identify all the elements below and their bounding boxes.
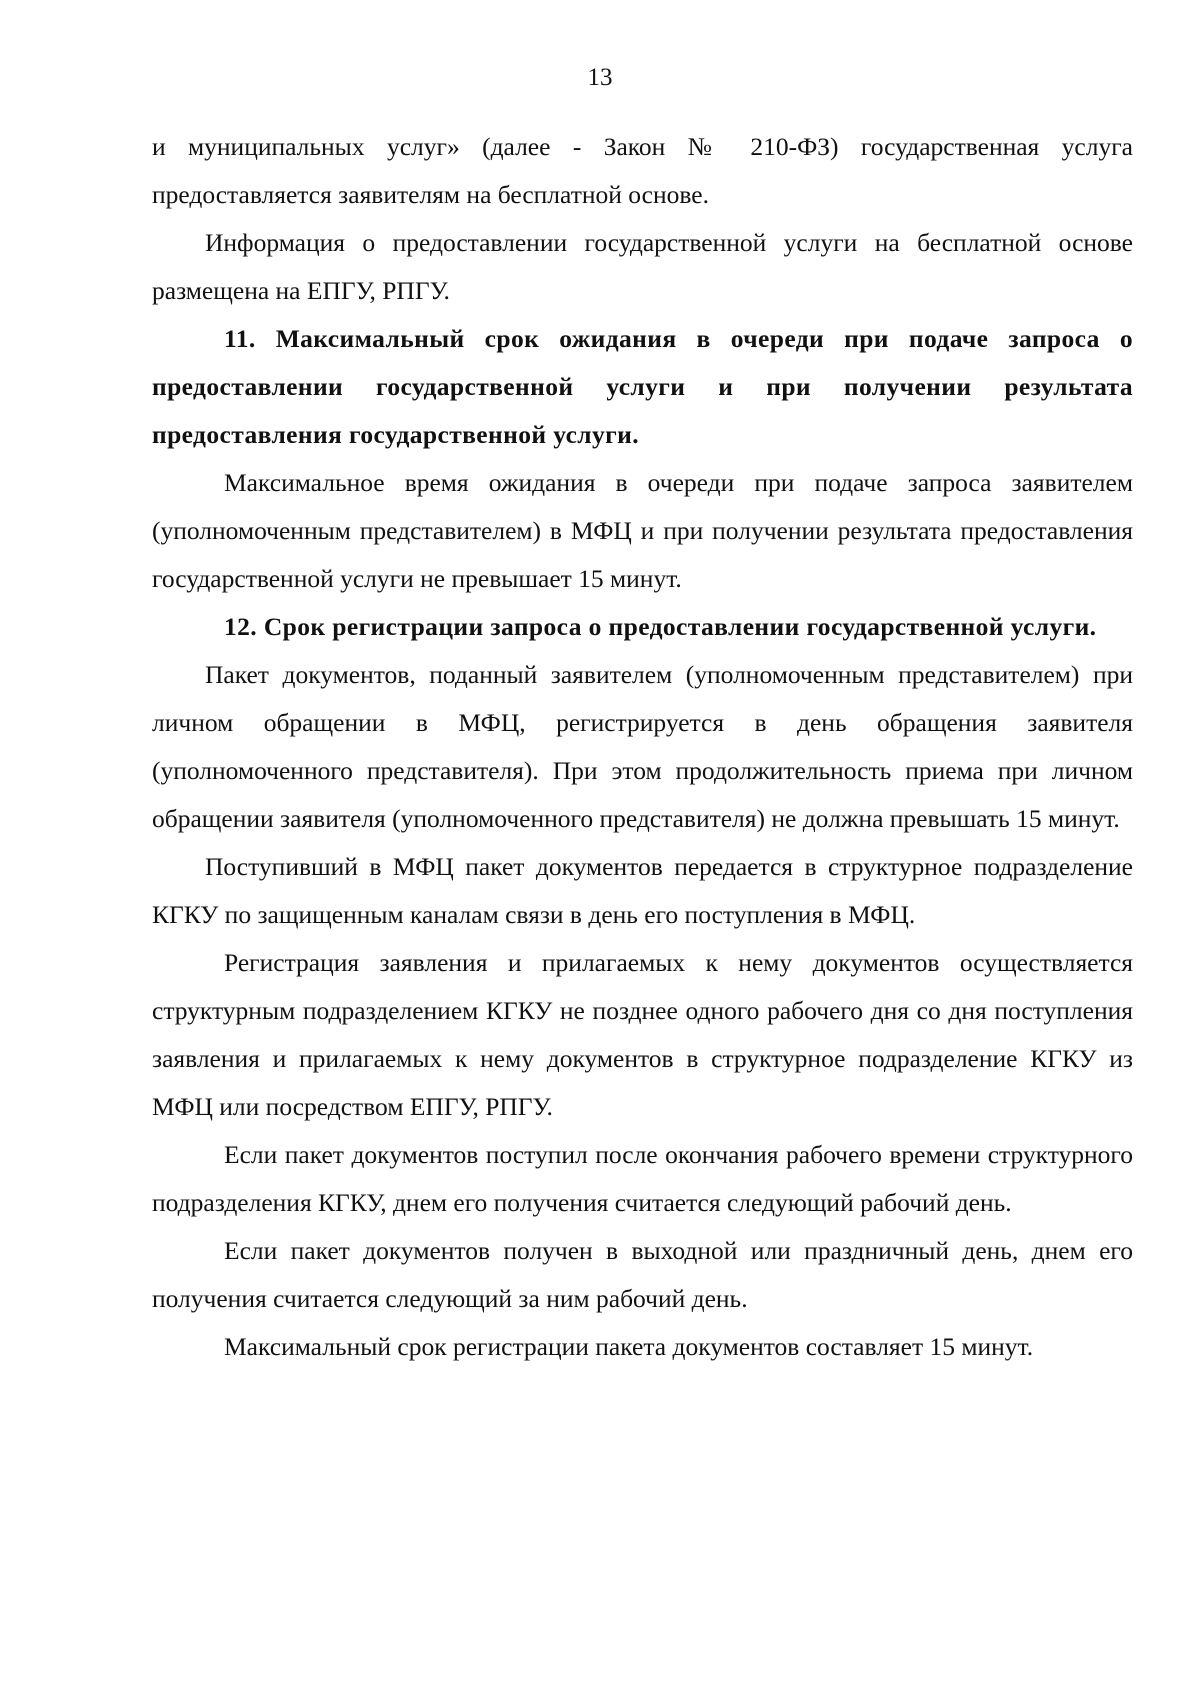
paragraph-after-hours: Если пакет документов поступил после окончания рабочего времени структурного подразделения КГКУ, днем его получения считается следующий рабочий день. [152, 1140, 1133, 1217]
paragraph-max-registration-time: Максимальный срок регистрации пакета документов составляет 15 минут. [224, 1332, 1034, 1361]
paragraph-max-wait-time: Максимальное время ожидания в очереди при подаче запроса заявителем (уполномоченным представителем) в МФЦ и при получении результата предоставления государственной услуги не превышает 15 минут. [152, 468, 1133, 593]
paragraph-registration-day: Пакет документов, поданный заявителем (уполномоченным представителем) при личном обращении в МФЦ, регистрируется в день обращения заявителя (уполномоченного представителя). При этом продолжительность приема при личном обращении заявителя (уполномоченного представителя) не должна превышать 15 минут. [152, 660, 1133, 833]
document-body [152, 123, 1133, 1371]
paragraph-registration-deadline: Регистрация заявления и прилагаемых к нему документов осуществляется структурным подразделением КГКУ не позднее одного рабочего дня со дня поступления заявления и прилагаемых к нему документов в структурное подразделение КГКУ из МФЦ или посредством ЕПГУ, РПГУ. [152, 948, 1133, 1121]
paragraph-transfer-to-kgku: Поступивший в МФЦ пакет документов передается в структурное подразделение КГКУ по защищенным каналам связи в день его поступления в МФЦ. [152, 852, 1133, 929]
page-number: 13 [587, 64, 613, 91]
paragraph-free-basis-info: Информация о предоставлении государственной услуги на бесплатной основе размещена на ЕПГУ, РПГУ. [152, 228, 1133, 305]
section-heading-12: 12. Срок регистрации запроса о предоставлении государственной услуги. [224, 612, 1097, 641]
paragraph-holiday: Если пакет документов получен в выходной или праздничный день, днем его получения считается следующий за ним рабочий день. [152, 1236, 1133, 1313]
section-heading-11: 11. Максимальный срок ожидания в очереди при подаче запроса о предоставлении государственной услуги и при получении результата предоставления государственной услуги. [152, 324, 1133, 449]
paragraph-continuation: и муниципальных услуг» (далее - Закон № 210-ФЗ) государственная услуга предоставляется заявителям на бесплатной основе. [152, 132, 1133, 209]
